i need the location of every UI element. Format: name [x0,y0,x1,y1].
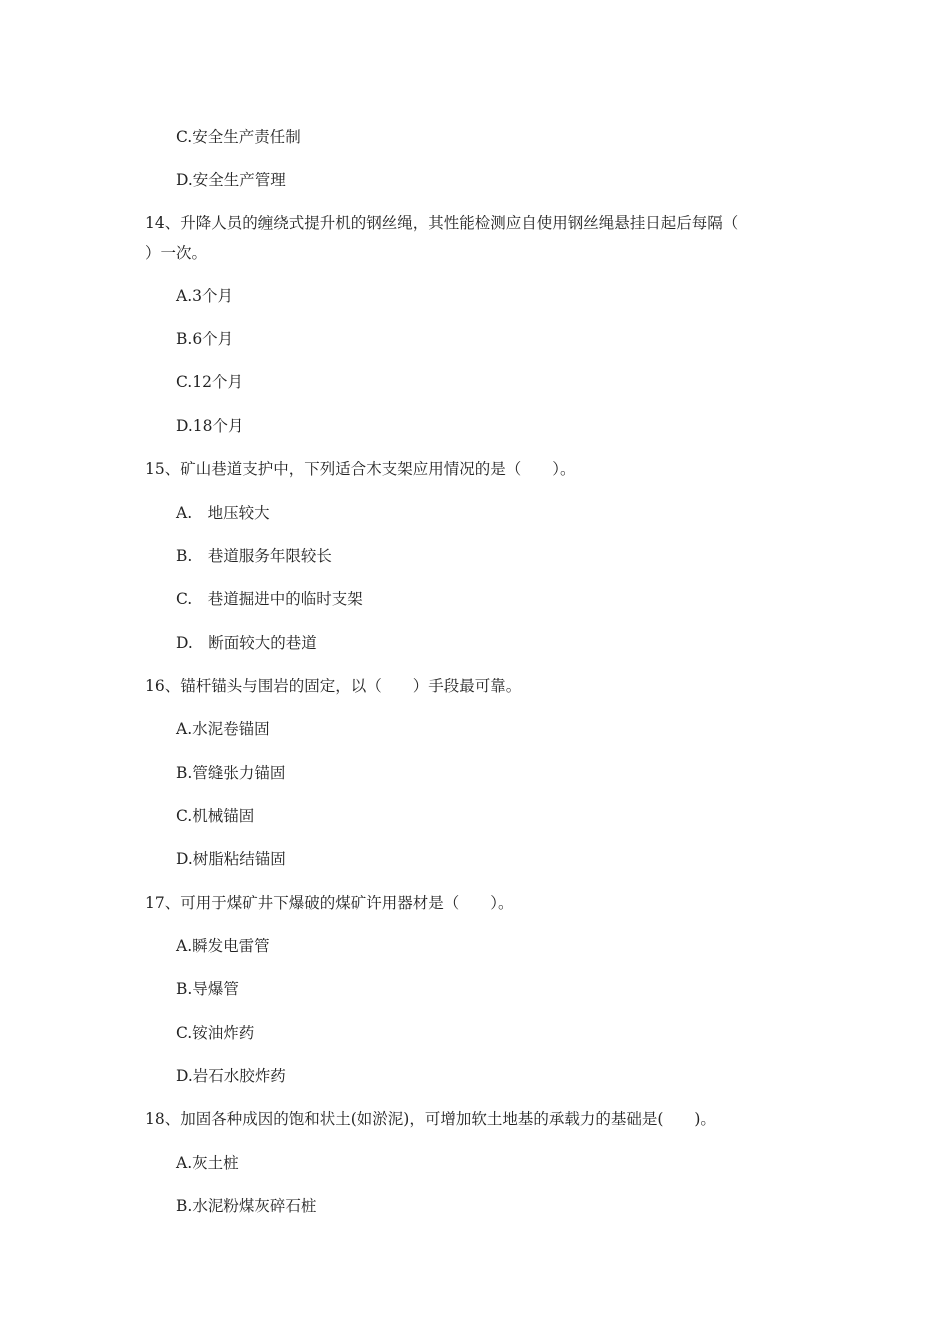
question-15-option-d: D. 断面较大的巷道 [176,634,317,652]
question-17-stem: 17、可用于煤矿井下爆破的煤矿许用器材是（ ）。 [145,894,514,912]
question-16-stem: 16、锚杆锚头与围岩的固定，以（ ）手段最可靠。 [145,677,522,695]
question-16-option-c: C.机械锚固 [176,807,255,825]
question-14-option-a: A.3个月 [176,287,233,305]
question-17-option-d: D.岩石水胶炸药 [176,1067,286,1085]
question-14-option-d: D.18个月 [176,417,244,435]
question-16-option-b: B.管缝张力锚固 [176,764,286,782]
question-17-option-a: A.瞬发电雷管 [176,937,270,955]
carryover-option-c: C.安全生产责任制 [176,128,301,146]
question-18-option-a: A.灰土桩 [176,1154,239,1172]
question-14-option-c: C.12个月 [176,373,243,391]
question-18-stem: 18、加固各种成因的饱和状土(如淤泥)，可增加软土地基的承载力的基础是( )。 [145,1110,716,1128]
question-16-option-d: D.树脂粘结锚固 [176,850,286,868]
question-16-option-a: A.水泥卷锚固 [176,720,270,738]
question-15-option-c: C. 巷道掘进中的临时支架 [176,590,363,608]
question-14-stem-line2: ）一次。 [145,244,208,262]
question-17-option-c: C.铵油炸药 [176,1024,255,1042]
question-15-option-a: A. 地压较大 [176,504,270,522]
question-18-option-b: B.水泥粉煤灰碎石桩 [176,1197,317,1215]
carryover-option-d: D.安全生产管理 [176,171,286,189]
question-17-option-b: B.导爆管 [176,980,239,998]
question-14-option-b: B.6个月 [176,330,234,348]
question-15-option-b: B. 巷道服务年限较长 [176,547,332,565]
question-14-stem-line1: 14、升降人员的缠绕式提升机的钢丝绳，其性能检测应自使用钢丝绳悬挂日起后每隔（ [145,214,739,232]
question-15-stem: 15、矿山巷道支护中，下列适合木支架应用情况的是（ ）。 [145,460,576,478]
